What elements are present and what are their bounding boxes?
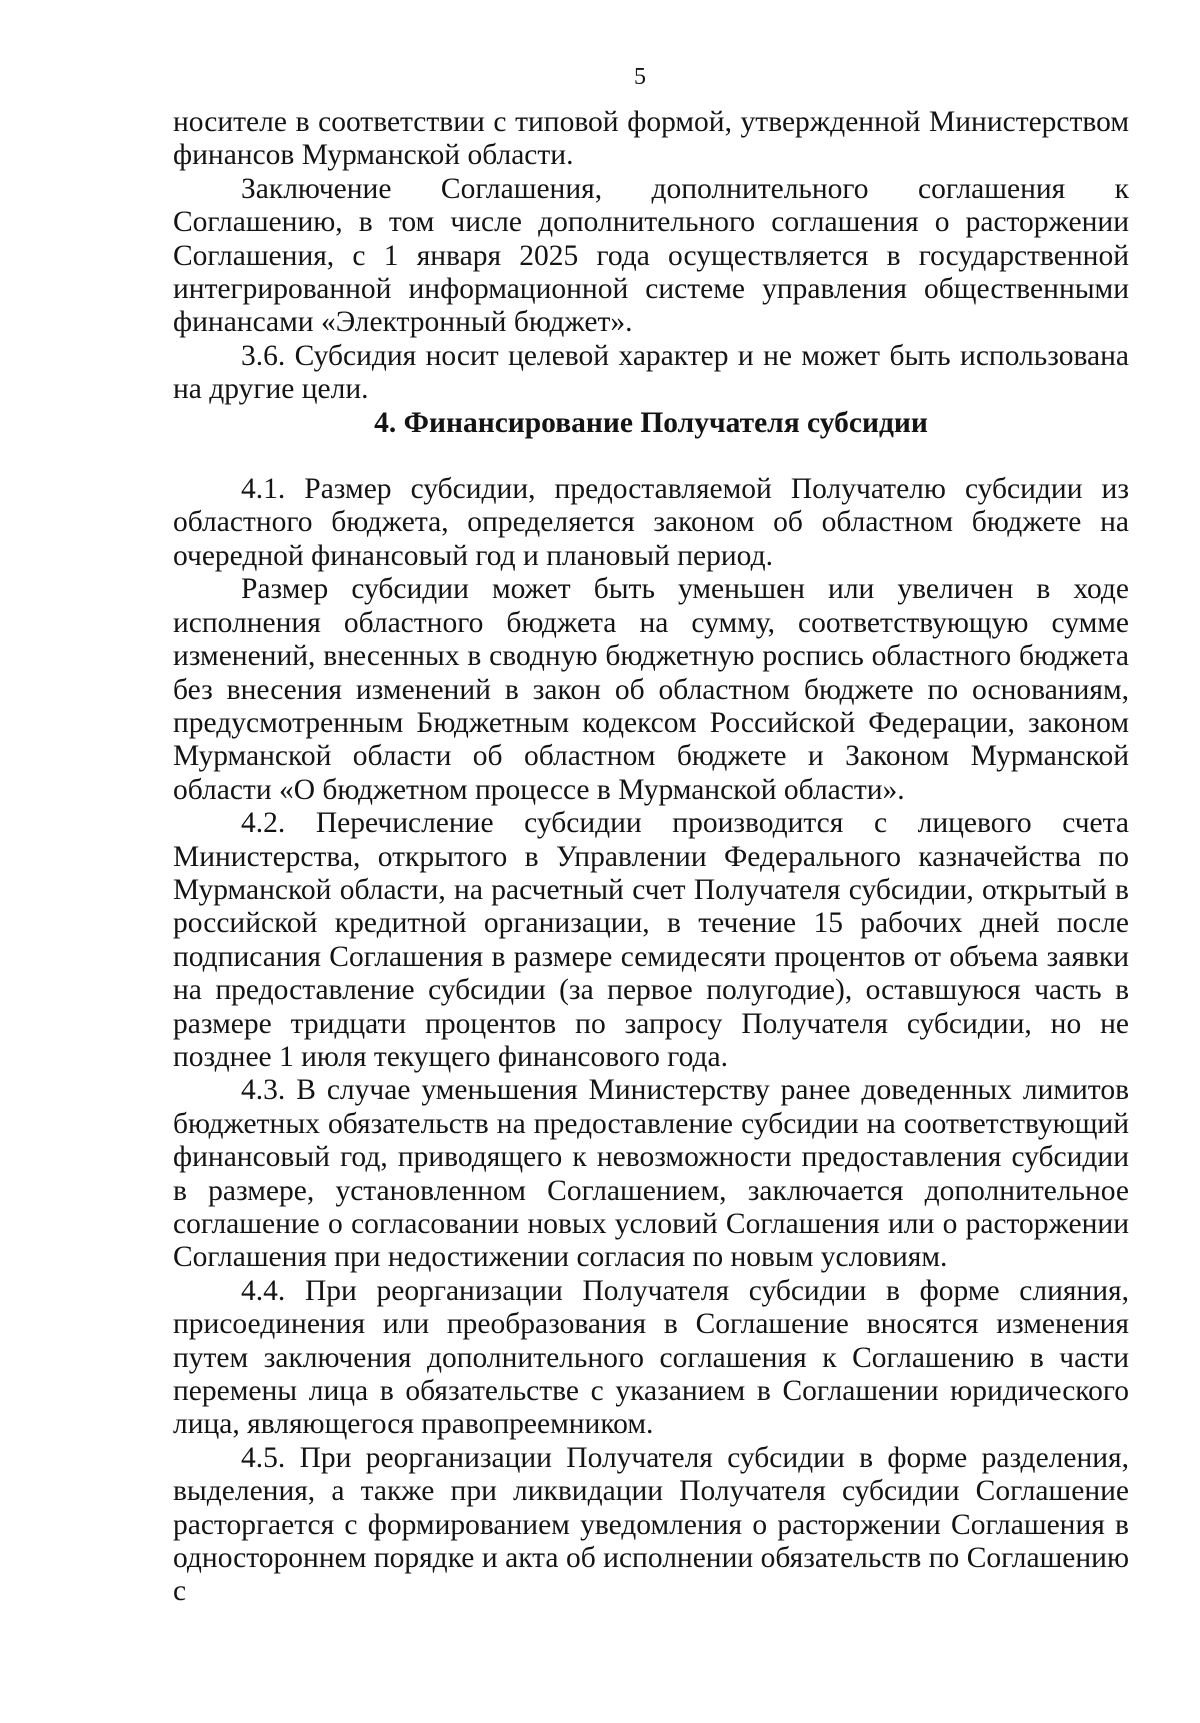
- document-body: [173, 106, 1129, 1609]
- page-number: 5: [634, 64, 646, 90]
- paragraph-4-1: 4.1. Размер субсидии, предоставляемой Получателю субсидии из областного бюджета, определяется законом об областном бюджете на очередной финансовый год и плановый период.: [173, 473, 1129, 572]
- paragraph-subsidy-amount-change: Размер субсидии может быть уменьшен или увеличен в ходе исполнения областного бюджета на сумму, соответствующую сумме изменений, внесенных в сводную бюджетную роспись областного бюджета без внесения изменений в закон об областном бюджете по основаниям, предусмотренным Бюджетным кодексом Российской Федерации, законом Мурманской области об областном бюджете и Законом Мурманской области «О бюджетном процессе в Мурманской области».: [173, 573, 1129, 806]
- paragraph-4-3: 4.3. В случае уменьшения Министерству ранее доведенных лимитов бюджетных обязательств на предоставление субсидии на соответствующий финансовый год, приводящего к невозможности предоставления субсидии в размере, установленном Соглашением, заключается дополнительное соглашение о согласовании новых условий Соглашения или о расторжении Соглашения при недостижении согласия по новым условиям.: [173, 1074, 1129, 1274]
- paragraph-3-6: 3.6. Субсидия носит целевой характер и не может быть использована на другие цели.: [173, 339, 1129, 406]
- paragraph-4-2: 4.2. Перечисление субсидии производится с лицевого счета Министерства, открытого в Управлении Федерального казначейства по Мурманской области, на расчетный счет Получателя субсидии, открытый в российской кредитной организации, в течение 15 рабочих дней после подписания Соглашения в размере семидесяти процентов от объема заявки на предоставление субсидии (за первое полугодие), оставшуюся часть в размере тридцати процентов по запросу Получателя субсидии, но не позднее 1 июля текущего финансового года.: [173, 807, 1129, 1073]
- paragraph-agreement-conclusion: Заключение Соглашения, дополнительного соглашения к Соглашению, в том числе дополнительного соглашения о расторжении Соглашения, с 1 января 2025 года осуществляется в государственной интегрированной информационной системе управления общественными финансами «Электронный бюджет».: [173, 172, 1129, 339]
- section-heading: 4. Финансирование Получателя субсидии: [374, 406, 928, 439]
- paragraph-4-5: 4.5. При реорганизации Получателя субсидии в форме разделения, выделения, а также при ликвидации Получателя субсидии Соглашение расторгается с формированием уведомления о расторжении Соглашения в одностороннем порядке и акта об исполнении обязательств по Соглашению с: [173, 1441, 1129, 1608]
- paragraph-4-4: 4.4. При реорганизации Получателя субсидии в форме слияния, присоединения или преобразования в Соглашение вносятся изменения путем заключения дополнительного соглашения к Соглашению в части перемены лица в обязательстве с указанием в Соглашении юридического лица, являющегося правопреемником.: [173, 1274, 1129, 1441]
- paragraph-continuation: носителе в соответствии с типовой формой, утвержденной Министерством финансов Мурманской области.: [173, 106, 1129, 172]
